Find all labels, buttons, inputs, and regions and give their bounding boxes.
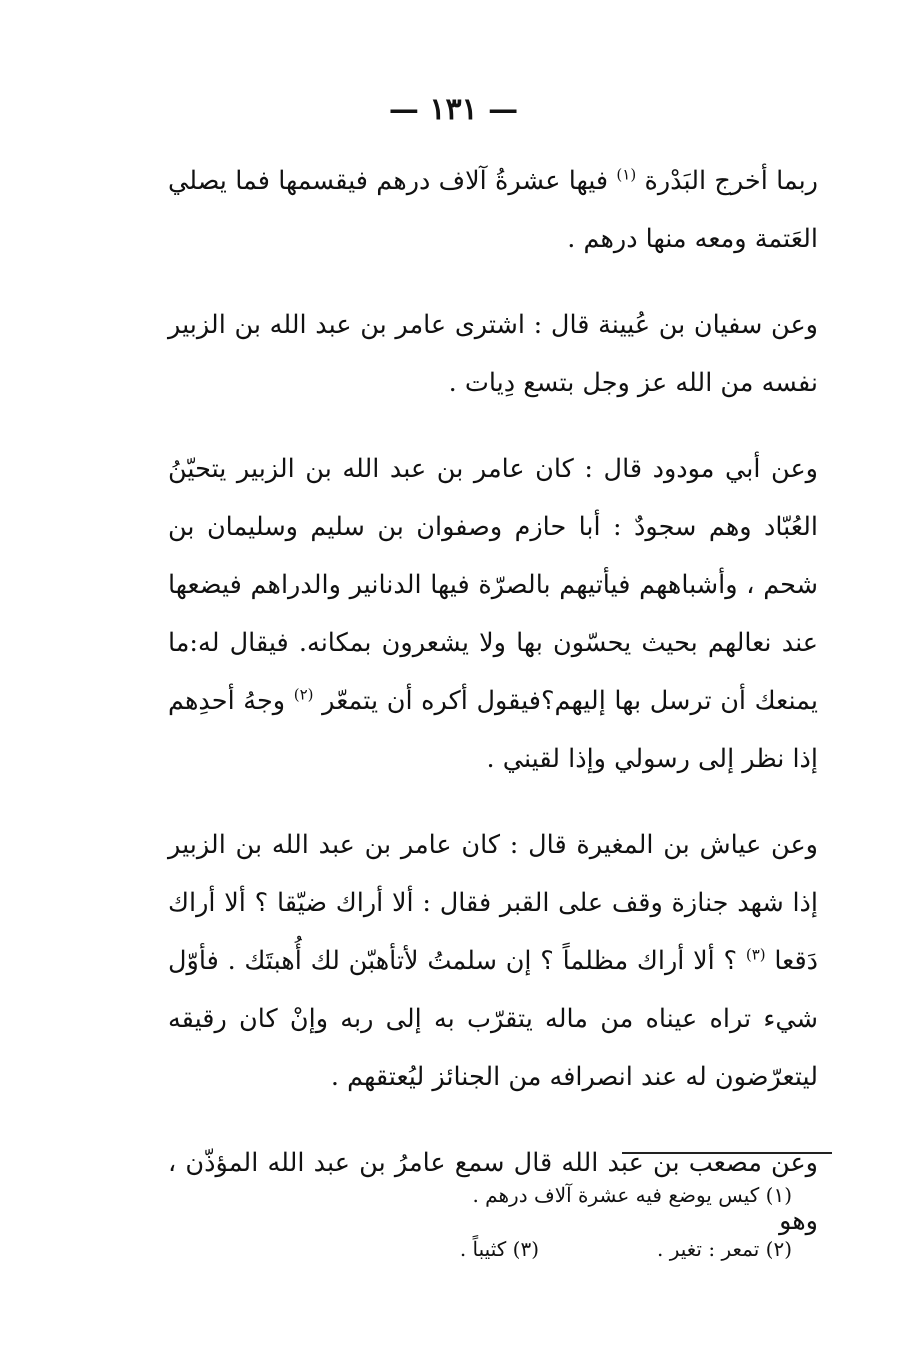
footnote-ref-3: (٣) (745, 945, 766, 964)
text-run: وعن سفيان بن عُيينة قال : اشترى عامر بن عبد الله بن الزبير نفسه من الله عز وجل بتسع دِيات . (168, 310, 818, 398)
text-run: ربما أخرج البَدْرة (636, 166, 818, 196)
footnote-row-2 (300, 1222, 792, 1276)
footnote-divider (622, 1152, 832, 1154)
page-number: — ١٣١ — (388, 92, 519, 127)
text-run: وعن أبي مودود قال : كان عامر بن عبد الله بن الزبير يتحيّنُ العُبّاد وهم سجودٌ : أبا حازم وصفوان بن سليم وسليمان بن شحم ، وأشباههم فيأتيهم بالصرّة فيها الدنانير والدراهم فيضعها عند نعالهم بحيث يحسّون بها ولا يشعرون بمكانه. فيقال له:ما يمنعك أن ترسل بها إليهم؟فيقول أكره أن يتمعّر (168, 454, 818, 716)
footnote-ref-1: (١) (616, 165, 637, 184)
paragraph-4 (168, 816, 818, 1106)
paragraph-3 (168, 440, 818, 788)
footnote-2: (٢) تمعر : تغير . (657, 1237, 792, 1261)
text-run: وعن عياش بن المغيرة قال : كان عامر بن عبد الله بن الزبير إذا شهد جنازة وقف على القبر فقال : ألا أراك ضيّقا ؟ ألا أراك دَقعا (168, 830, 818, 976)
text-run: وعن مصعب بن عبد الله قال سمع عامرُ بن عبد الله المؤذّن ، وهو (168, 1148, 818, 1236)
text-run: ؟ ألا أراك مظلماً ؟ إن سلمتُ لأتأهبّن لك أُهبتَك . فأوّل شيء تراه عيناه من ماله يتقرّب به إلى ربه وإنْ كان رقيقه ليتعرّضون له عند انصرافه من الجنائز ليُعتقهم . (168, 946, 818, 1092)
footnote-1 (300, 1168, 792, 1222)
body-text (168, 152, 818, 1250)
footnote-ref-2: (٢) (293, 685, 314, 704)
paragraph-1 (168, 152, 818, 268)
paragraph-2 (168, 296, 818, 412)
footnote-3: (٣) كثيباً . (459, 1237, 539, 1261)
footnotes (300, 1168, 792, 1276)
footnote-text: (١) كيس يوضع فيه عشرة آلاف درهم . (472, 1183, 792, 1207)
text-run: فيها عشرةُ آلاف درهم فيقسمها فما يصلي العَتمة ومعه منها درهم . (168, 166, 818, 254)
text-run: وجهُ أحدِهم إذا نظر إلى رسولي وإذا لقيني . (168, 686, 818, 774)
